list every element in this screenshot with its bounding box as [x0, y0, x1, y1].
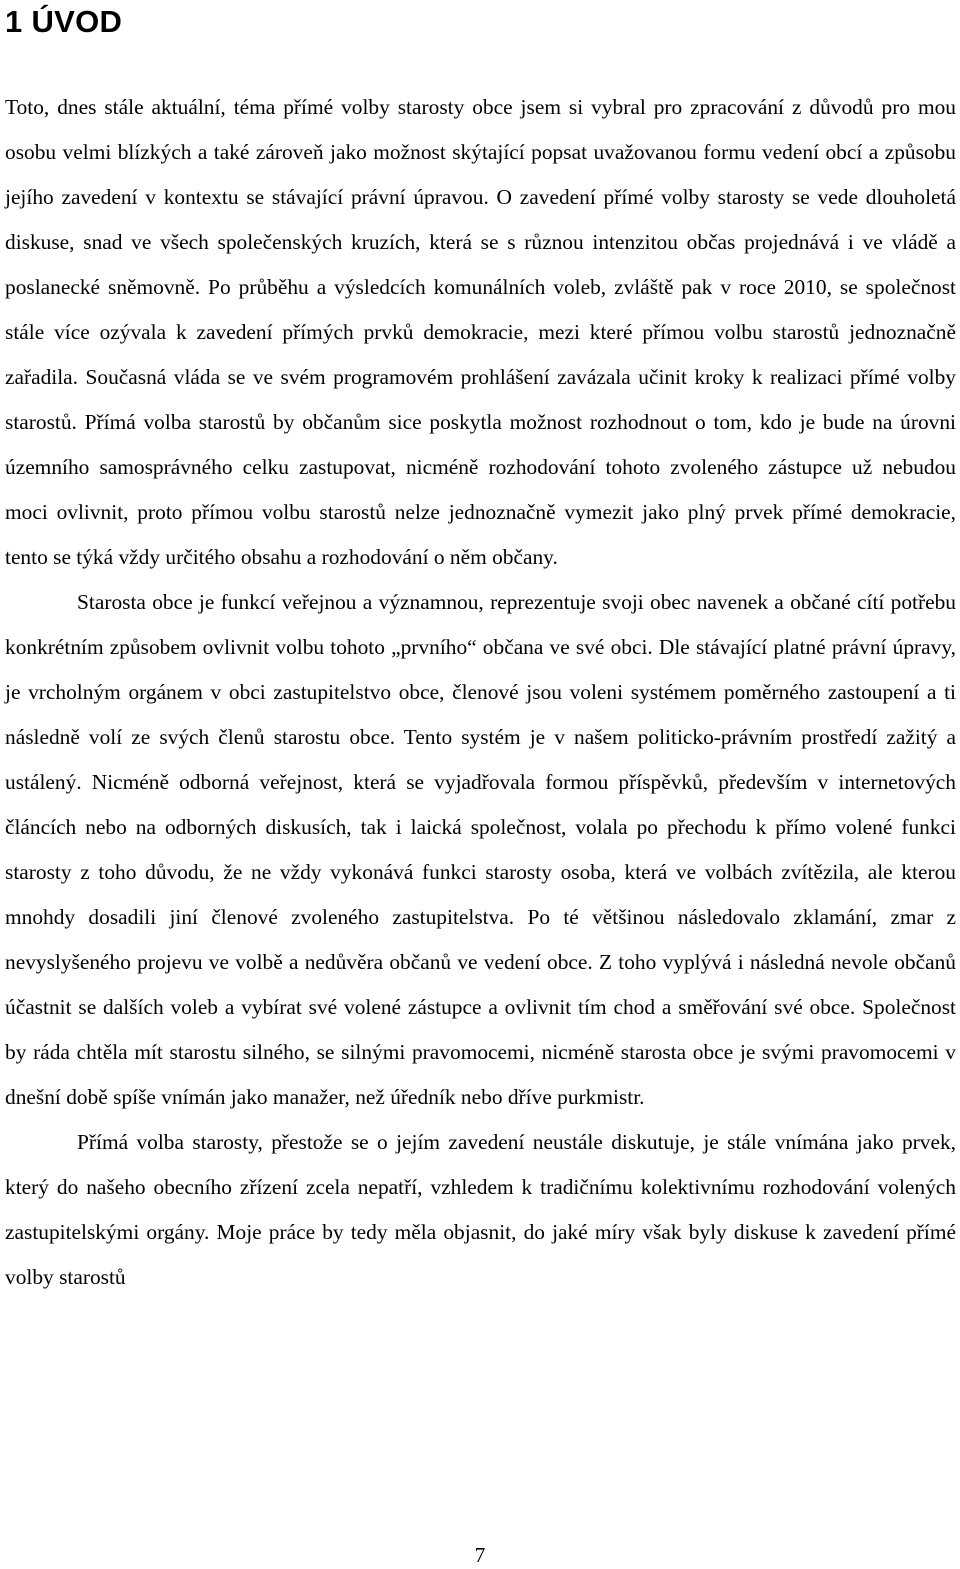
chapter-heading: 1 ÚVOD	[5, 4, 123, 39]
paragraph-1: Toto, dnes stále aktuální, téma přímé volby starosty obce jsem si vybral pro zpracování z důvodů pro mou osobu velmi blízkých a také zároveň jako možnost skýtající popsat uvažovanou formu vedení obcí a způsobu jejího zavedení v kontextu se stávající právní úpravou. O zavedení přímé volby starosty se vede dlouholetá diskuse, snad ve všech společenských kruzích, která se s různou intenzitou občas projednává i ve vládě a poslanecké sněmovně. Po průběhu a výsledcích komunálních voleb, zvláště pak v roce 2010, se společnost stále více ozývala k zavedení přímých prvků demokracie, mezi které přímou volbu starostů jednoznačně zařadila. Současná vláda se ve svém programovém prohlášení zavázala učinit kroky k realizaci přímé volby starostů. Přímá volba starostů by občanům sice poskytla možnost rozhodnout o tom, kdo je bude na úrovni územního samosprávného celku zastupovat, nicméně rozhodování tohoto zvoleného zástupce už nebudou moci ovlivnit, proto přímou volbu starostů nelze jednoznačně vymezit jako plný prvek přímé demokracie, tento se týká vždy určitého obsahu a rozhodování o něm občany.	[5, 95, 956, 569]
page-number: 7	[474, 1543, 486, 1567]
document-page	[5, 0, 956, 1300]
paragraph-2: Starosta obce je funkcí veřejnou a významnou, reprezentuje svoji obec navenek a občané cítí potřebu konkrétním způsobem ovlivnit volbu tohoto „prvního“ občana ve své obci. Dle stávající platné právní úpravy, je vrcholným orgánem v obci zastupitelstvo obce, členové jsou voleni systémem poměrného zastoupení a ti následně volí ze svých členů starostu obce. Tento systém je v našem politicko-právním prostředí zažitý a ustálený. Nicméně odborná veřejnost, která se vyjadřovala formou příspěvků, především v internetových článcích nebo na odborných diskusích, tak i laická společnost, volala po přechodu k přímo volené funkci starosty z toho důvodu, že ne vždy vykonává funkci starosty osoba, která ve volbách zvítězila, ale kterou mnohdy dosadili jiní členové zvoleného zastupitelstva. Po té většinou následovalo zklamání, zmar z nevyslyšeného projevu ve volbě a nedůvěra občanů ve vedení obce. Z toho vyplývá i následná nevole občanů účastnit se dalších voleb a vybírat své volené zástupce a ovlivnit tím chod a směřování své obce. Společnost by ráda chtěla mít starostu silného, se silnými pravomocemi, nicméně starosta obce je svými pravomocemi v dnešní době spíše vnímán jako manažer, než úředník nebo dříve purkmistr.	[5, 590, 956, 1109]
paragraph-3: Přímá volba starosty, přestože se o jejím zavedení neustále diskutuje, je stále vnímána jako prvek, který do našeho obecního zřízení zcela nepatří, vzhledem k tradičnímu kolektivnímu rozhodování volených zastupitelskými orgány. Moje práce by tedy měla objasnit, do jaké míry však byly diskuse k zavedení přímé volby starostů	[5, 1130, 956, 1289]
